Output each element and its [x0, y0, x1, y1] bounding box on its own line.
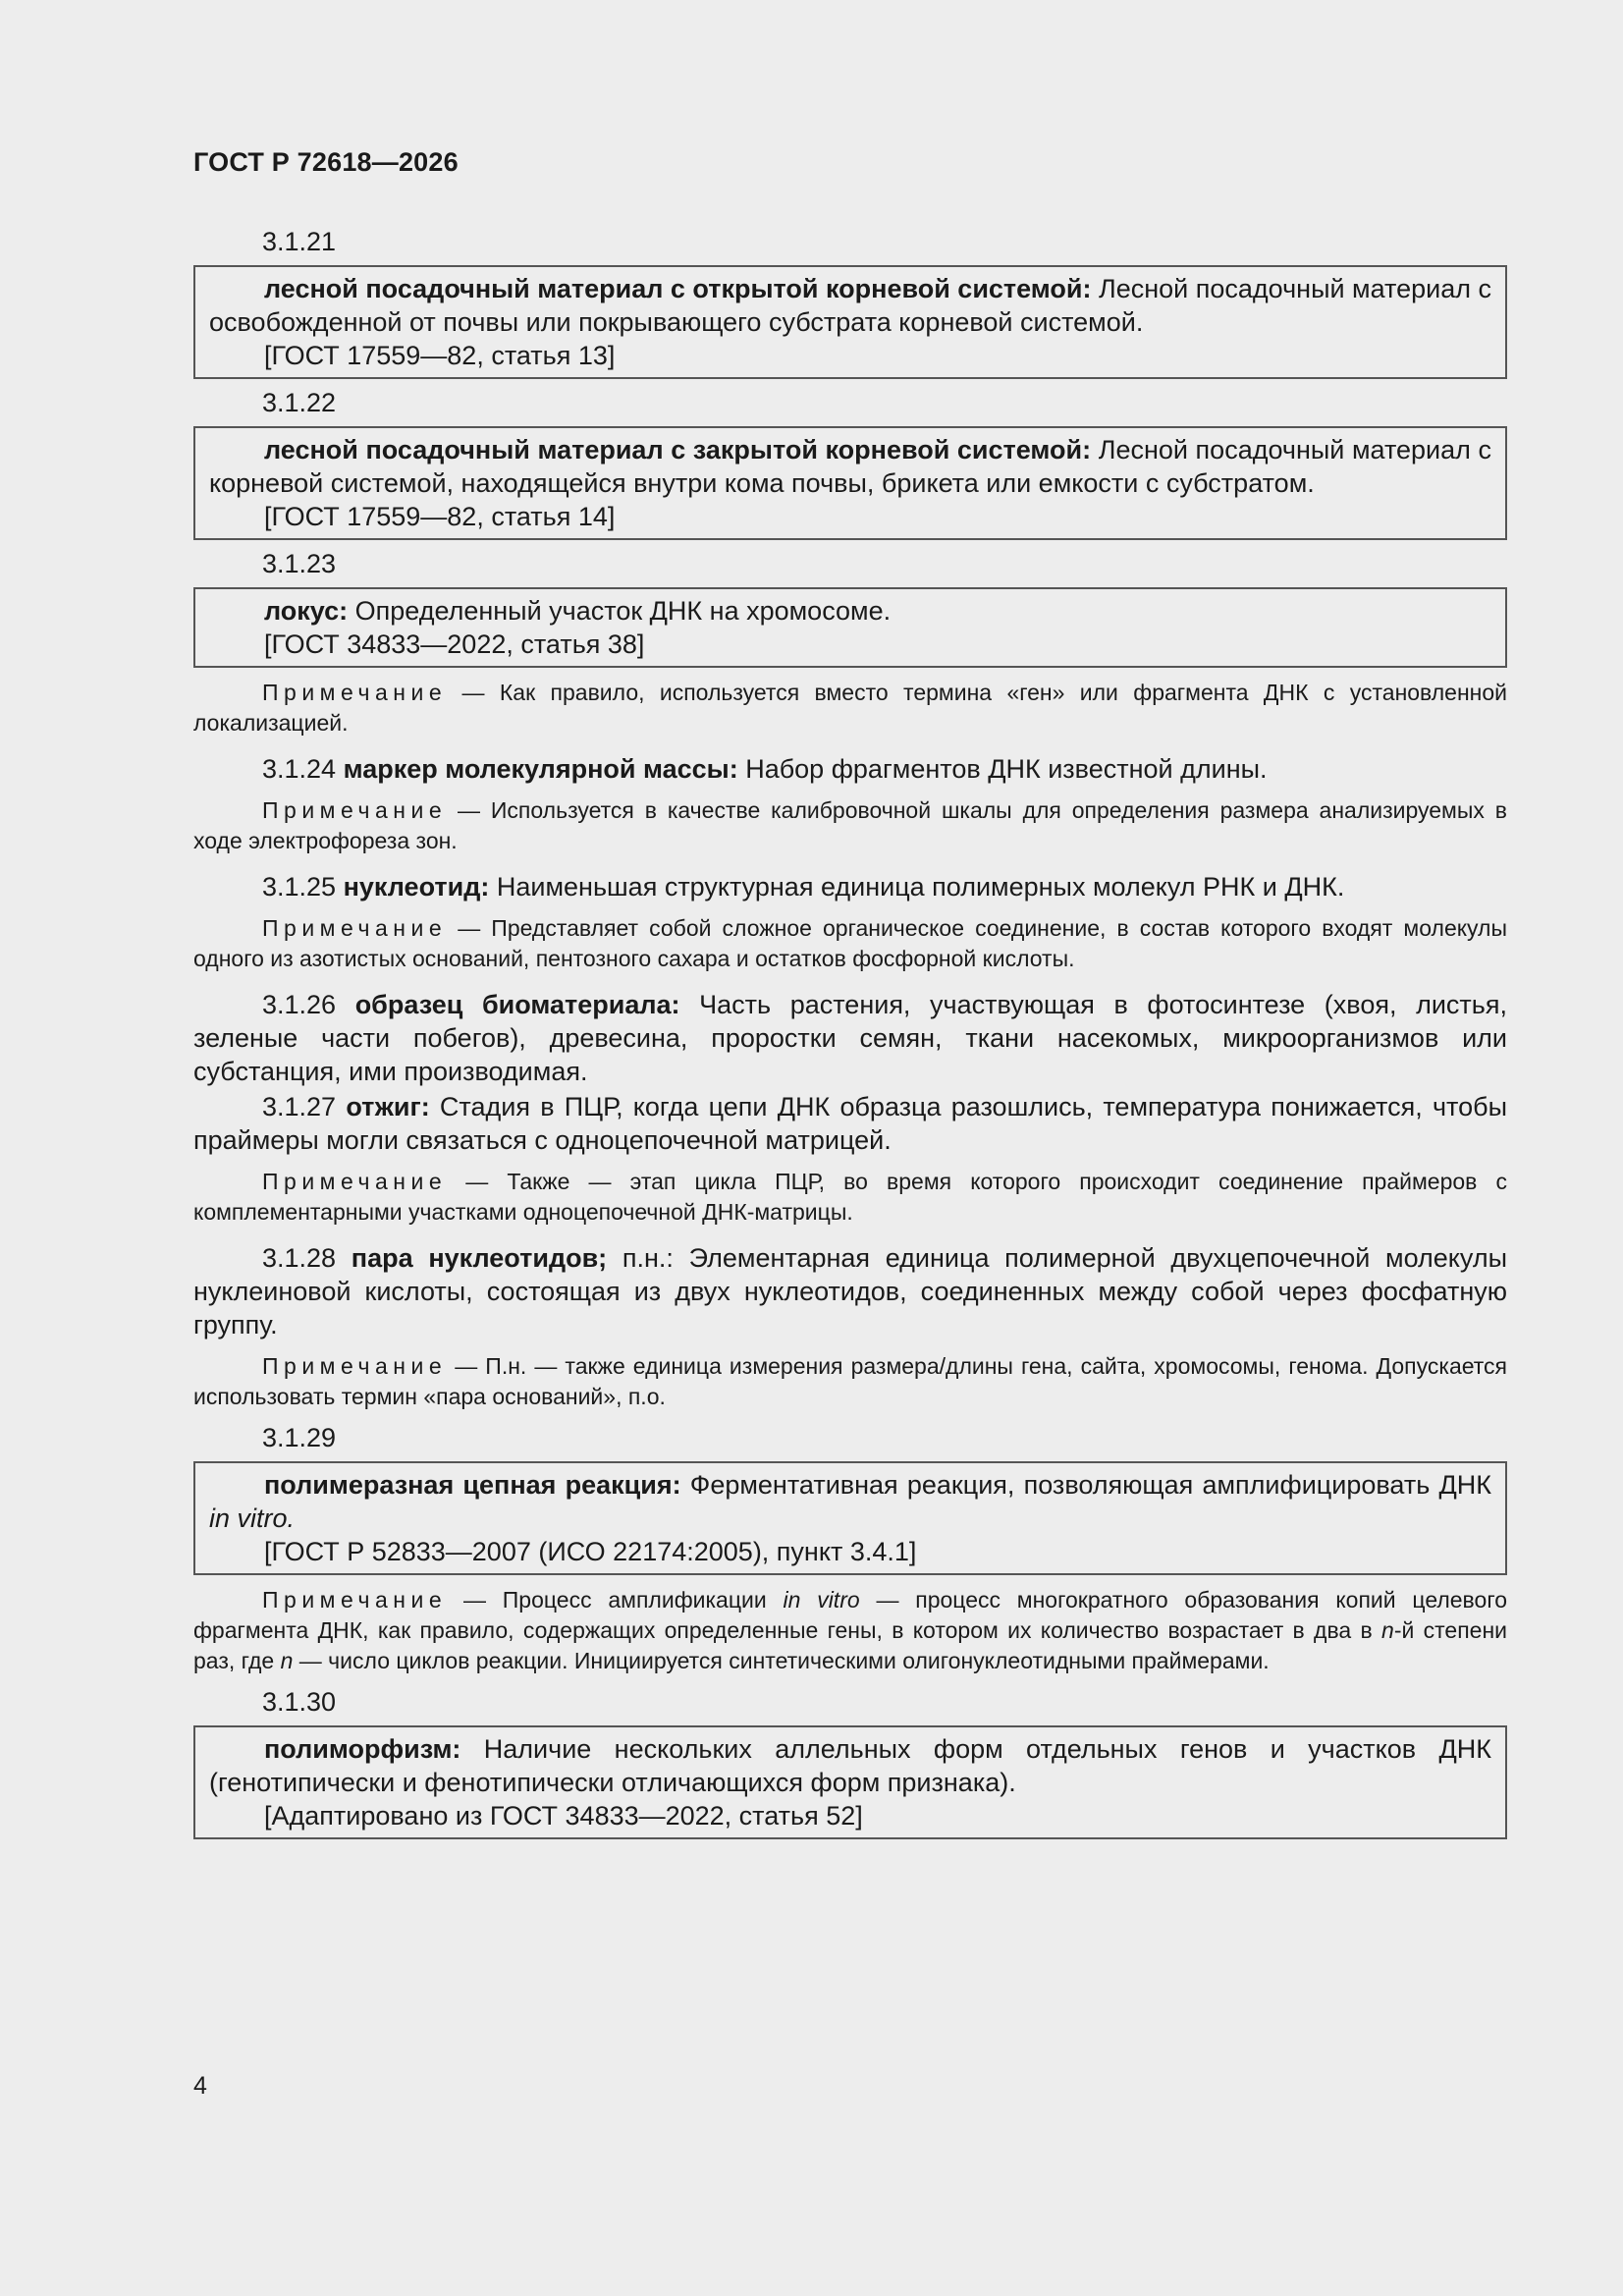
- note-label: Примечание: [262, 1169, 448, 1194]
- term-name: маркер молекулярной массы:: [343, 754, 738, 784]
- entry-number: 3.1.28: [262, 1243, 337, 1273]
- term-box: [193, 426, 1507, 540]
- term-text: Лесной посадочный материал с корневой системой, находящейся внутри кома почвы, брикета или емкости с субстратом.: [209, 435, 1491, 498]
- document-body: [193, 218, 1507, 1843]
- note-label: Примечание: [262, 1353, 448, 1379]
- term-name: полиморфизм:: [264, 1734, 461, 1764]
- note: [193, 678, 1507, 738]
- document-header: ГОСТ Р 72618—2026: [193, 147, 459, 177]
- note-text: Представляет собой сложное органическое соединение, в состав которого входят молекулы одного из азотистых оснований, пентозного сахара и остатков фосфорной кислоты.: [193, 915, 1507, 971]
- note-label: Примечание: [262, 680, 448, 705]
- term-definition: [209, 1732, 1491, 1799]
- term-source: [ГОСТ 34833—2022, статья 38]: [264, 629, 645, 659]
- entry-number: 3.1.23: [262, 549, 337, 578]
- term-text: п.н.: Элементарная единица полимерной двухцепочечной молекулы нуклеиновой кислоты, состоящая из двух нуклеотидов, соединенных между собой через фосфатную группу.: [193, 1243, 1507, 1339]
- note-text: Процесс амплификации: [502, 1587, 784, 1613]
- entry-number: 3.1.30: [262, 1687, 337, 1717]
- term-name: локус:: [264, 596, 349, 626]
- term-definition: [209, 272, 1491, 339]
- term-text: Наличие нескольких аллельных форм отдельных генов и участков ДНК (генотипически и фенотипически отличающихся форм признака).: [209, 1734, 1491, 1797]
- note-text: -й степени раз, где: [193, 1617, 1507, 1673]
- term-name: лесной посадочный материал с закрытой корневой системой:: [264, 435, 1092, 465]
- term-source: [Адаптировано из ГОСТ 34833—2022, статья 52]: [264, 1801, 863, 1831]
- term-text: Лесной посадочный материал с освобожденной от почвы или покрывающего субстрата корневой системой.: [209, 274, 1491, 337]
- term-box: [193, 587, 1507, 668]
- note-text: — число циклов реакции. Инициируется синтетическими олигонуклеотидными праймерами.: [293, 1648, 1270, 1673]
- term-name: лесной посадочный материал с открытой корневой системой:: [264, 274, 1092, 303]
- entry-number: 3.1.29: [262, 1423, 337, 1452]
- note-label: Примечание: [262, 915, 448, 941]
- term-definition: [193, 988, 1507, 1088]
- term-text: Наименьшая структурная единица полимерных молекул РНК и ДНК.: [489, 872, 1345, 902]
- note-dash: —: [447, 915, 492, 941]
- note-label: Примечание: [262, 1587, 448, 1613]
- term-box: [193, 265, 1507, 379]
- entry-number: 3.1.26: [262, 990, 337, 1019]
- note-dash: —: [447, 797, 491, 823]
- note: [193, 795, 1507, 856]
- term-name: нуклеотид:: [343, 872, 490, 902]
- term-definition: [193, 870, 1507, 903]
- term-text: Часть растения, участвующая в фотосинтезе (хвоя, листья, зеленые части побегов), древесина, проростки семян, ткани насекомых, микроорганизмов или субстанция, ими производимая.: [193, 990, 1507, 1086]
- term-text: Стадия в ПЦР, когда цепи ДНК образца разошлись, температура понижается, чтобы праймеры могли связаться с одноцепочечной матрицей.: [193, 1092, 1507, 1155]
- note: [193, 1585, 1507, 1676]
- term-text: Ферментативная реакция, позволяющая амплифицировать ДНК: [680, 1470, 1491, 1500]
- entry-number: 3.1.24: [262, 754, 337, 784]
- note-text: Также — этап цикла ПЦР, во время которого происходит соединение праймеров с комплементарными участками одноцепочечной ДНК-матрицы.: [193, 1169, 1507, 1225]
- note: [193, 1167, 1507, 1228]
- term-source: [ГОСТ 17559—82, статья 14]: [264, 502, 616, 531]
- note-text-italic: n: [280, 1648, 294, 1673]
- term-definition: [209, 1468, 1491, 1535]
- term-definition: [193, 1241, 1507, 1341]
- note-dash: —: [447, 1353, 486, 1379]
- term-definition: [209, 433, 1491, 500]
- term-definition: [193, 1090, 1507, 1157]
- term-name: образец биоматериала:: [354, 990, 680, 1019]
- note-text-italic: in vitro: [783, 1587, 860, 1613]
- note: [193, 1351, 1507, 1412]
- term-text-italic: in vitro.: [209, 1503, 296, 1533]
- term-text: Определенный участок ДНК на хромосоме.: [348, 596, 892, 626]
- entry-number: 3.1.25: [262, 872, 337, 902]
- term-name: полимеразная цепная реакция:: [264, 1470, 681, 1500]
- term-source: [ГОСТ Р 52833—2007 (ИСО 22174:2005), пункт 3.4.1]: [264, 1537, 917, 1566]
- entry-number: 3.1.21: [262, 227, 337, 256]
- note-dash: —: [447, 1169, 508, 1194]
- term-text: Набор фрагментов ДНК известной длины.: [737, 754, 1268, 784]
- entry-number: 3.1.27: [262, 1092, 337, 1121]
- note-dash: —: [447, 680, 500, 705]
- term-name: пара нуклеотидов;: [351, 1243, 608, 1273]
- page-number: 4: [193, 2072, 207, 2100]
- note-text-italic: n: [1381, 1617, 1394, 1643]
- term-source: [ГОСТ 17559—82, статья 13]: [264, 341, 616, 370]
- entry-number: 3.1.22: [262, 388, 337, 417]
- term-definition: [209, 594, 1491, 628]
- note-text: Используется в качестве калибровочной шкалы для определения размера анализируемых в ходе электрофореза зон.: [193, 797, 1507, 853]
- note-text: Как правило, используется вместо термина «ген» или фрагмента ДНК с установленной локализацией.: [193, 680, 1508, 736]
- note-text: — процесс многократного образования копий целевого фрагмента ДНК, как правило, содержащих определенные гены, в котором их количество возрастает в два в: [193, 1587, 1507, 1643]
- term-name: отжиг:: [346, 1092, 430, 1121]
- note-label: Примечание: [262, 797, 448, 823]
- term-definition: [193, 752, 1507, 786]
- term-box: [193, 1725, 1507, 1839]
- term-box: [193, 1461, 1507, 1575]
- note: [193, 913, 1507, 974]
- note-text: П.н. — также единица измерения размера/длины гена, сайта, хромосомы, генома. Допускается использовать термин «пара оснований», п.о.: [193, 1353, 1507, 1409]
- note-dash: —: [447, 1587, 503, 1613]
